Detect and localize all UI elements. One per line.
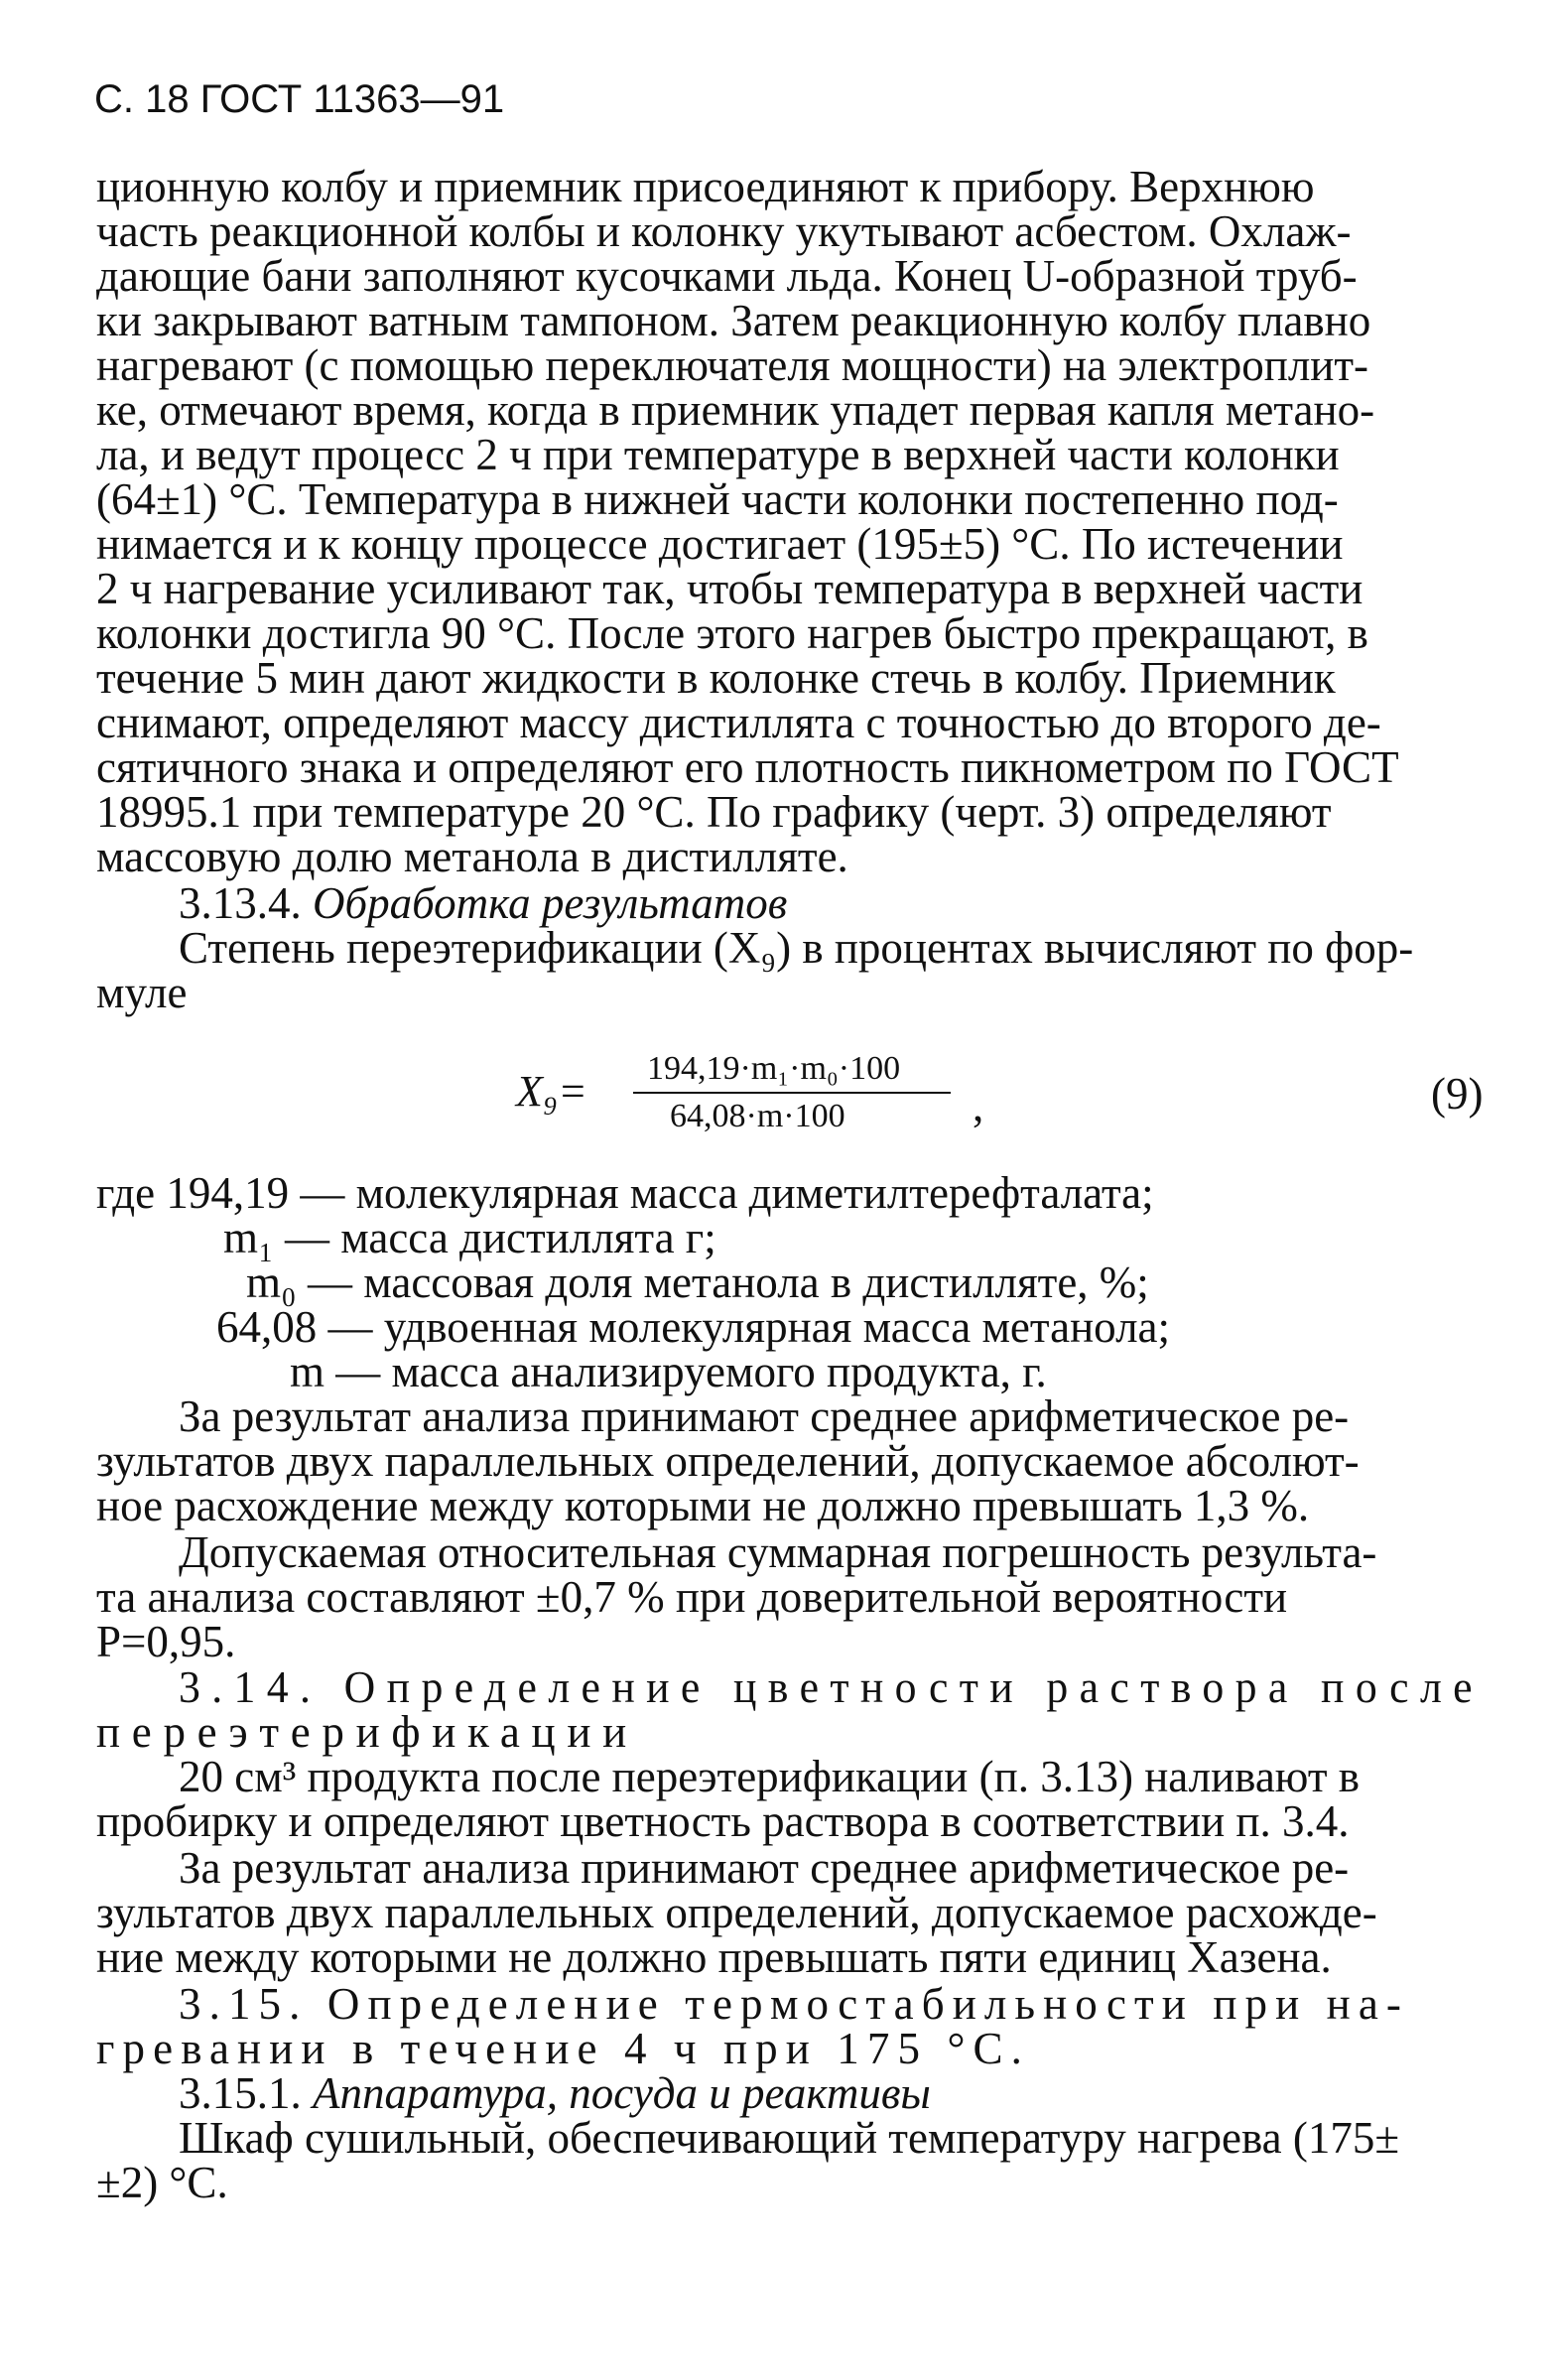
text-line: ние между которыми не должно превышать пяти единиц Хазена.: [96, 1932, 1332, 1982]
formula-number: (9): [1431, 1069, 1484, 1119]
text-line: муле: [96, 968, 188, 1017]
text-line: ±2) °С.: [96, 2158, 228, 2207]
text-line: нагревают (с помощью переключателя мощности) на электроплит-: [96, 340, 1369, 390]
section-number: 3.13.4.: [179, 878, 302, 928]
text-line: За результат анализа принимают среднее арифметическое ре-: [179, 1391, 1350, 1441]
legend-line: 64,08 — удвоенная молекулярная масса метанола;: [216, 1302, 1170, 1352]
page-header: С. 18 ГОСТ 11363—91: [94, 77, 505, 121]
text-line: дающие бани заполняют кусочками льда. Конец U-образной труб-: [96, 251, 1358, 301]
legend-line: m₀ — массовая доля метанола в дистилляте, %;: [246, 1257, 1149, 1307]
text-line: массовую долю метанола в дистилляте.: [96, 832, 848, 881]
text-line: 3.15. Определение термостабильности при на-: [179, 1979, 1409, 2029]
fraction-bar: [633, 1092, 951, 1094]
text-line: За результат анализа принимают среднее арифметическое ре-: [179, 1843, 1350, 1893]
section-number: 3.15.1.: [179, 2068, 302, 2118]
text-line: снимают, определяют массу дистиллята с точностью до второго де-: [96, 698, 1381, 747]
text-line: P=0,95.: [96, 1617, 236, 1666]
text-line: 20 см³ продукта после переэтерификации (п. 3.13) наливают в: [179, 1752, 1360, 1801]
text-line: часть реакционной колбы и колонку укутывают асбестом. Охлаж-: [96, 206, 1352, 256]
formula-comma: ,: [973, 1081, 984, 1130]
text-line: та анализа составляют ±0,7 % при доверительной вероятности: [96, 1572, 1288, 1622]
text-line: гревании в течение 4 ч при 175 °С.: [96, 2024, 1031, 2073]
text-line: ционную колбу и приемник присоединяют к прибору. Верхнюю: [96, 162, 1315, 211]
text-line: Допускаемая относительная суммарная погрешность результа-: [179, 1527, 1377, 1577]
formula-numerator: 194,19·m₁·m₀·100: [647, 1050, 901, 1087]
text-line: колонки достигла 90 °С. После этого нагрев быстро прекращают, в: [96, 608, 1368, 658]
formula-denominator: 64,08·m·100: [670, 1098, 845, 1134]
text-line: Шкаф сушильный, обеспечивающий температуру нагрева (175±: [179, 2113, 1400, 2163]
legend-line: где 194,19 — молекулярная масса диметилтерефталата;: [96, 1168, 1154, 1218]
text-line: (64±1) °С. Температура в нижней части колонки постепенно под-: [96, 474, 1339, 524]
text-line: ке, отмечают время, когда в приемник упадет первая капля метано-: [96, 385, 1375, 435]
text-line: пробирку и определяют цветность раствора в соответствии п. 3.4.: [96, 1796, 1350, 1846]
section-title: Аппаратура, посуда и реактивы: [313, 2068, 931, 2118]
section-heading-3-13-4: [179, 878, 788, 928]
section-title: Обработка результатов: [313, 878, 788, 928]
text-line: 18995.1 при температуре 20 °С. По графику (черт. 3) определяют: [96, 787, 1332, 837]
text-line: нимается и к концу процессе достигает (195±5) °С. По истечении: [96, 519, 1344, 569]
text-line: сятичного знака и определяют его плотность пикнометром по ГОСТ: [96, 742, 1399, 792]
text-line: ное расхождение между которыми не должно превышать 1,3 %.: [96, 1481, 1310, 1530]
legend-line: m₁ — масса дистиллята г;: [223, 1213, 716, 1262]
formula-lhs: X₉=: [516, 1067, 587, 1116]
text-line: Степень переэтерификации (X₉) в процентах вычисляют по фор-: [179, 923, 1414, 973]
text-line: течение 5 мин дают жидкости в колонке стечь в колбу. Приемник: [96, 653, 1336, 703]
section-heading-3-15-1: [179, 2068, 931, 2118]
text-line: зультатов двух параллельных определений, допускаемое расхожде-: [96, 1888, 1377, 1937]
text-line: зультатов двух параллельных определений, допускаемое абсолют-: [96, 1436, 1360, 1486]
legend-line: m — масса анализируемого продукта, г.: [290, 1347, 1047, 1396]
text-line: переэтерификации: [96, 1707, 638, 1757]
text-line: ки закрывают ватным тампоном. Затем реакционную колбу плавно: [96, 296, 1371, 345]
text-line: 2 ч нагревание усиливают так, чтобы температура в верхней части: [96, 564, 1364, 613]
text-line: 3.14. Определение цветности раствора после: [179, 1662, 1484, 1712]
text-line: ла, и ведут процесс 2 ч при температуре в верхней части колонки: [96, 430, 1340, 479]
